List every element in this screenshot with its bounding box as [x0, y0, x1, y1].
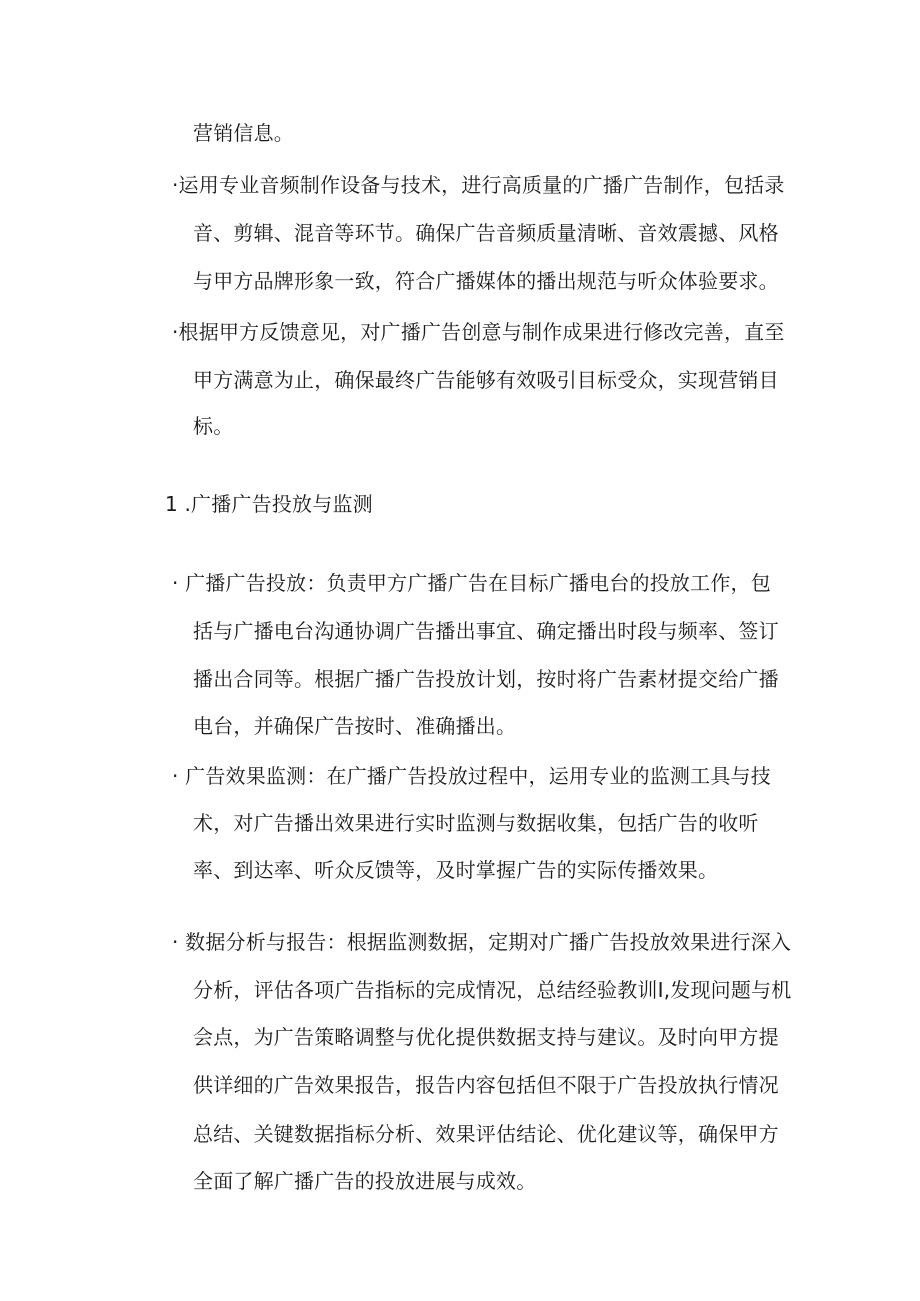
text-line: ·根据甲方反馈意见，对广播广告创意与制作成果进行修改完善，直至: [172, 320, 785, 344]
text-line: ·运用专业音频制作设备与技术，进行高质量的广播广告制作，包括录: [172, 173, 785, 197]
text-line: 全面了解广播广告的投放进展与成效。: [193, 1169, 537, 1193]
text-line: 电台，并确保广告按时、准确播出。: [193, 714, 517, 738]
text-line: 营销信息。: [193, 121, 294, 145]
text-line: 音、剪辑、混音等环节。确保广告音频质量清晰、音效震撼、风格: [193, 221, 779, 245]
text-line: 标。: [193, 414, 234, 438]
text-line: 率、到达率、听众反馈等，及时掌握广告的实际传播效果。: [193, 858, 719, 882]
text-line: · 广播广告投放：负责甲方广播广告在目标广播电台的投放工作，包: [172, 571, 771, 595]
text-line: 甲方满意为止，确保最终广告能够有效吸引目标受众，实现营销目: [193, 368, 779, 392]
text-line: 播出合同等。根据广播广告投放计划，按时将广告素材提交给广播: [193, 667, 779, 691]
text-line: 会点，为广告策略调整与优化提供数据支持与建议。及时向甲方提: [193, 1025, 779, 1049]
text-line: 括与广播电台沟通协调广告播出事宜、确定播出时段与频率、签订: [193, 619, 779, 643]
text-line: · 数据分析与报告：根据监测数据，定期对广播广告投放效果进行深入: [172, 930, 792, 954]
text-line: 分析，评估各项广告指标的完成情况，总结经验教训I,发现问题与机: [193, 978, 792, 1002]
text-line: 与甲方品牌形象一致，符合广播媒体的播出规范与听众体验要求。: [193, 269, 779, 293]
section-heading: 1 .广播广告投放与监测: [165, 492, 373, 516]
text-line: 供详细的广告效果报告，报告内容包括但不限于广告投放执行情况: [193, 1073, 779, 1097]
text-line: 总结、关键数据指标分析、效果评估结论、优化建议等，确保甲方: [193, 1122, 779, 1146]
text-line: 术，对广告播出效果进行实时监测与数据收集，包括广告的收听: [193, 811, 759, 835]
text-line: · 广告效果监测：在广播广告投放过程中，运用专业的监测工具与技: [172, 764, 771, 788]
